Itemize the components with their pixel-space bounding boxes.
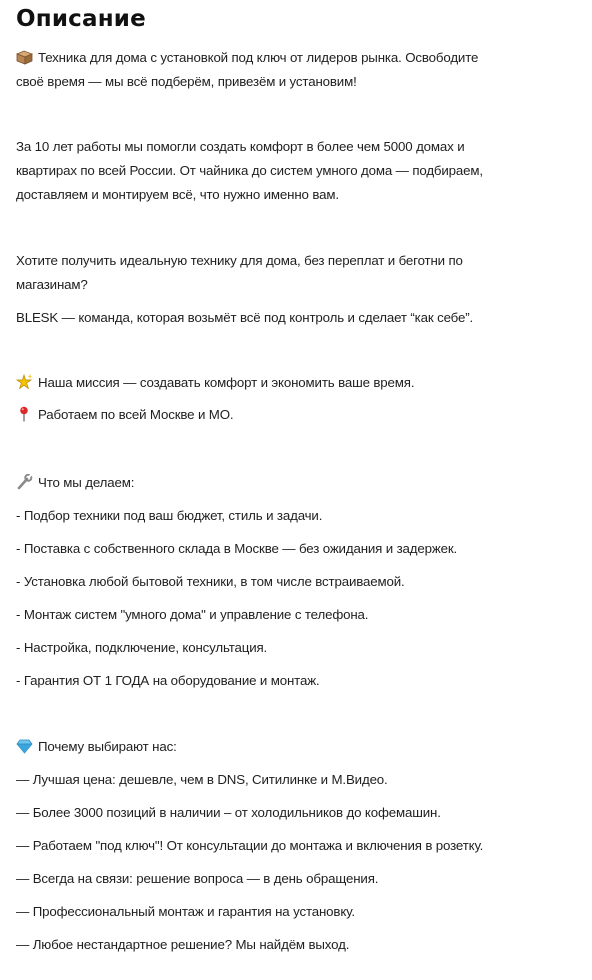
services-item: - Поставка с собственного склада в Москве — без ожидания и задержек. — [16, 541, 458, 556]
location-line: Работаем по всей Москве и МО. — [16, 406, 584, 424]
about-line-2: квартирах по всей России. От чайника до систем умного дома — подбираем, — [16, 163, 483, 178]
reasons-item: — Профессиональный монтаж и гарантия на установку. — [16, 904, 355, 919]
about-line-3: доставляем и монтируем всё, что нужно именно вам. — [16, 187, 339, 202]
gem-icon — [16, 738, 33, 754]
mission-line: Наша миссия — создавать комфорт и экономить ваше время. — [16, 374, 584, 392]
services-item: - Гарантия ОТ 1 ГОДА на оборудование и монтаж. — [16, 673, 320, 688]
intro-line-1: Техника для дома с установкой под ключ от лидеров рынка. Освободите — [16, 49, 584, 67]
intro-line-2: своё время — мы всё подберём, привезём и установим! — [16, 74, 357, 89]
reasons-item: — Лучшая цена: дешевле, чем в DNS, Ситилинке и М.Видео. — [16, 772, 388, 787]
about-line-1: За 10 лет работы мы помогли создать комфорт в более чем 5000 домах и — [16, 139, 465, 154]
page-title: Описание — [16, 6, 146, 32]
package-icon — [16, 49, 33, 65]
question-line-2: магазинам? — [16, 277, 88, 292]
services-item: - Установка любой бытовой техники, в том числе встраиваемой. — [16, 574, 405, 589]
reasons-heading: Почему выбирают нас: — [16, 738, 584, 756]
reasons-item: — Работаем "под ключ"! От консультации до монтажа и включения в розетку. — [16, 838, 484, 853]
blesk-line: BLESK — команда, которая возьмёт всё под контроль и сделает “как себе”. — [16, 310, 474, 325]
question-line-1: Хотите получить идеальную технику для дома, без переплат и беготни по — [16, 253, 463, 268]
services-heading: Что мы делаем: — [16, 474, 584, 492]
round-pushpin-icon — [16, 406, 33, 422]
reasons-item: — Любое нестандартное решение? Мы найдём выход. — [16, 937, 350, 952]
sparkles-icon — [16, 374, 33, 390]
wrench-icon — [16, 474, 33, 490]
services-item: - Монтаж систем "умного дома" и управление с телефона. — [16, 607, 369, 622]
services-item: - Настройка, подключение, консультация. — [16, 640, 268, 655]
services-item: - Подбор техники под ваш бюджет, стиль и задачи. — [16, 508, 323, 523]
reasons-item: — Более 3000 позиций в наличии – от холодильников до кофемашин. — [16, 805, 441, 820]
reasons-item: — Всегда на связи: решение вопроса — в день обращения. — [16, 871, 379, 886]
